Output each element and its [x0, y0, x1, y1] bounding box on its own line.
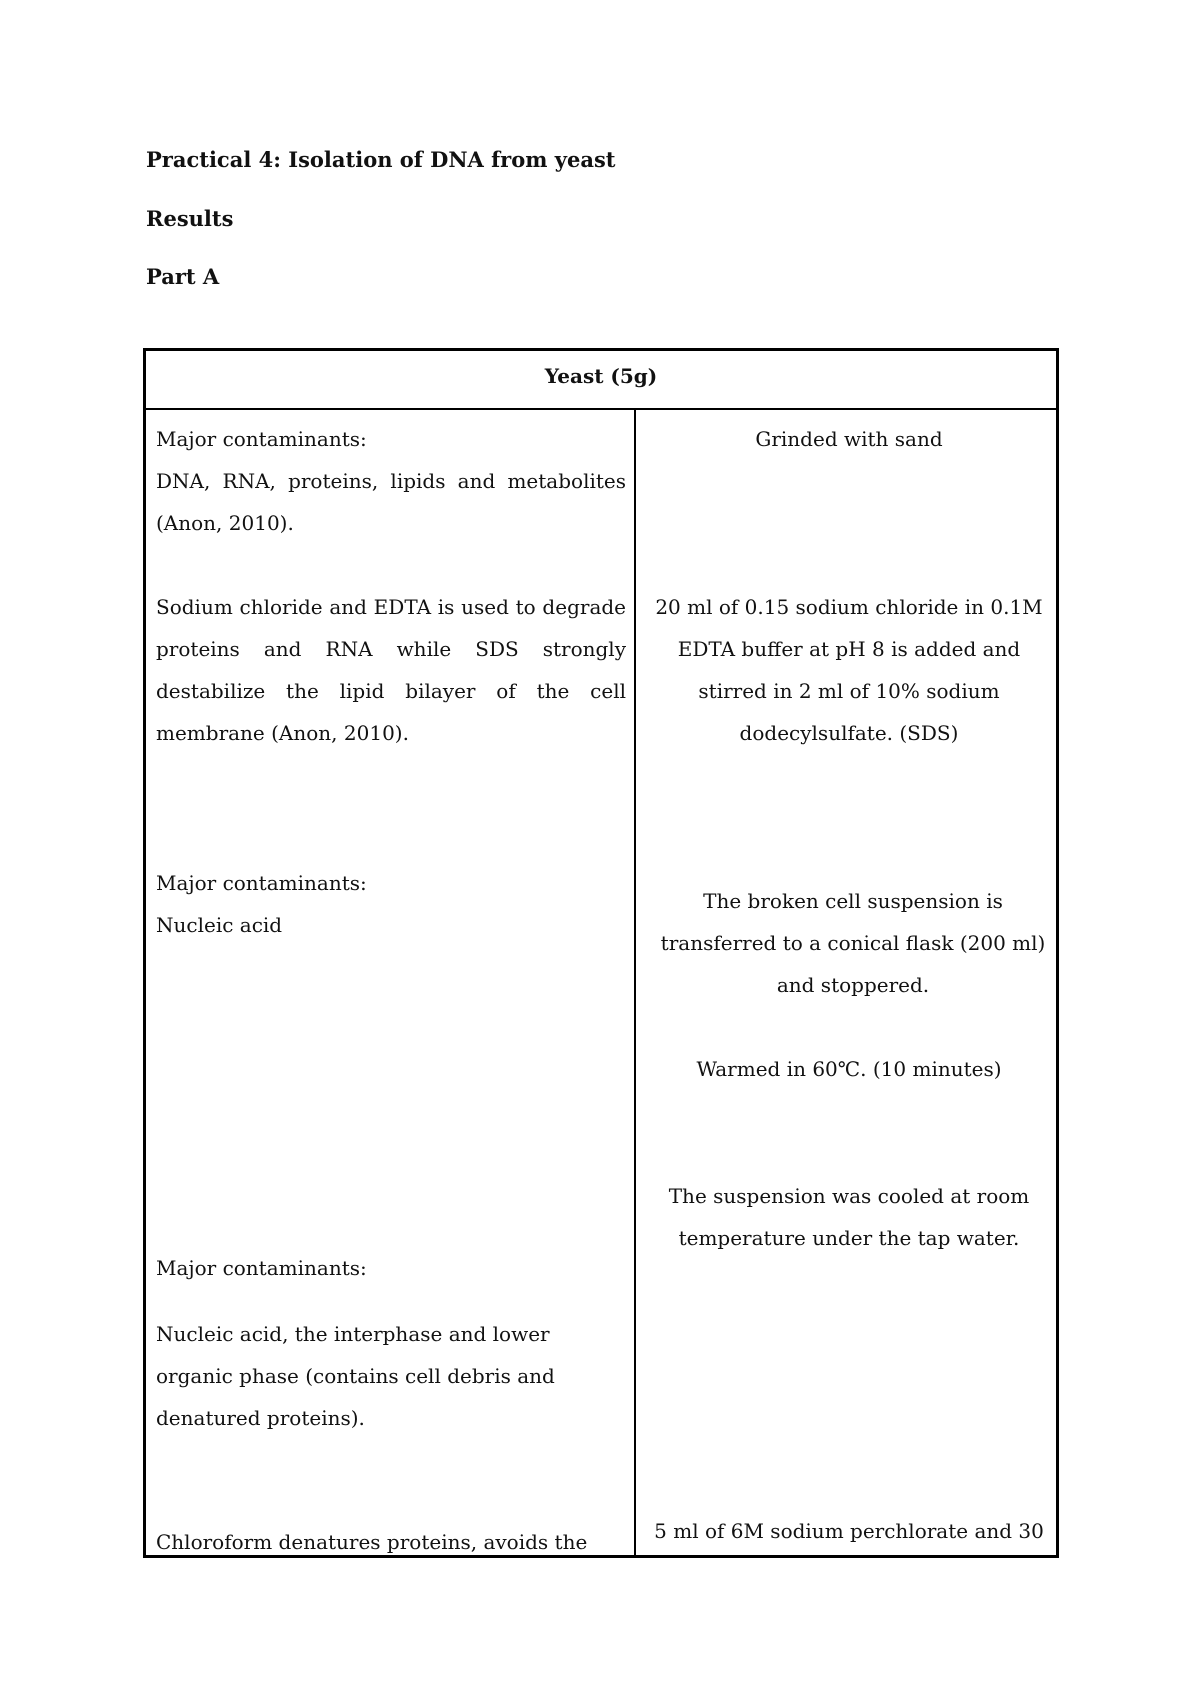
- right-cell-warming-step: Warmed in 60℃. (10 minutes): [696, 1057, 1002, 1081]
- contaminants-label: Major contaminants:: [156, 871, 367, 895]
- left-cell-contaminants-2: [156, 862, 626, 946]
- left-cell-contaminants-3-label: Major contaminants:: [156, 1256, 367, 1280]
- contaminants-list: DNA, RNA, proteins, lipids and metabolites (Anon, 2010).: [156, 469, 626, 535]
- part-a-heading: Part A: [146, 264, 220, 289]
- column-divider: [634, 408, 636, 1555]
- contaminants-label: Major contaminants:: [156, 427, 367, 451]
- table-header: Yeast (5g): [146, 351, 1056, 410]
- right-cell-perchlorate-step: 5 ml of 6M sodium perchlorate and 30: [654, 1519, 1044, 1543]
- left-cell-chloroform-explanation: Chloroform denatures proteins, avoids the: [156, 1530, 588, 1554]
- left-cell-contaminants-1: [156, 418, 626, 544]
- page-title: Practical 4: Isolation of DNA from yeast: [146, 147, 616, 172]
- left-cell-sodium-chloride-explanation: Sodium chloride and EDTA is used to degrade proteins and RNA while SDS strongly destabilize the lipid bilayer of the cell membrane (Anon, 2010).: [156, 595, 626, 745]
- contaminants-list: Nucleic acid: [156, 913, 283, 937]
- yeast-procedure-table: [143, 348, 1059, 1558]
- left-cell-contaminants-3-list: Nucleic acid, the interphase and lower organic phase (contains cell debris and denatured proteins).: [156, 1322, 555, 1430]
- right-cell-buffer-step: 20 ml of 0.15 sodium chloride in 0.1M EDTA buffer at pH 8 is added and stirred in 2 ml of 10% sodium dodecylsulfate. (SDS): [655, 595, 1043, 745]
- results-heading: Results: [146, 206, 234, 231]
- right-cell-transfer-step: The broken cell suspension is transferred to a conical flask (200 ml) and stoppered.: [660, 889, 1046, 997]
- right-cell-cooling-step: The suspension was cooled at room temperature under the tap water.: [668, 1184, 1030, 1250]
- right-cell-grinding-step: Grinded with sand: [755, 427, 943, 451]
